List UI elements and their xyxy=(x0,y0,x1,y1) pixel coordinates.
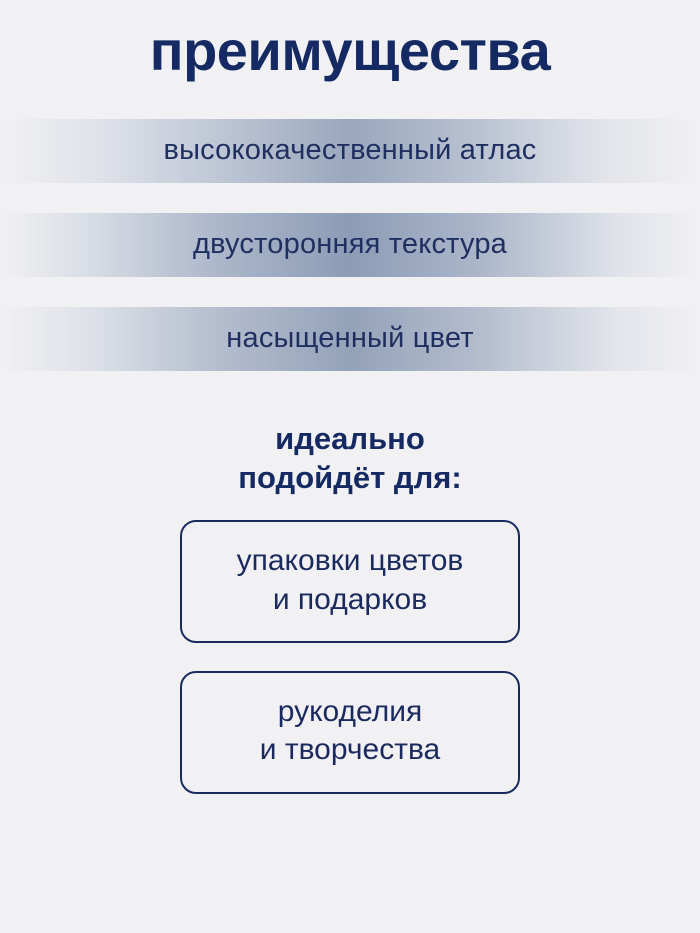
use-cases-heading-line-1: идеально xyxy=(275,420,425,456)
use-case-card-crafts-line-2: и творчества xyxy=(259,733,441,767)
use-cases-heading xyxy=(238,419,461,498)
feature-bar-2 xyxy=(0,213,700,277)
use-case-card-packaging-line-2: и подарков xyxy=(272,582,428,616)
feature-label-2: двусторонняя текстура xyxy=(192,228,508,261)
use-cases-heading-line-2: подойдёт для: xyxy=(238,460,462,496)
page-title: преимущества xyxy=(149,19,551,82)
feature-label-1: высококачественный атлас xyxy=(163,134,537,167)
features-list xyxy=(0,119,700,371)
use-cases-list xyxy=(180,520,520,794)
feature-bar-3 xyxy=(0,307,700,371)
use-case-card-crafts xyxy=(180,671,520,794)
use-case-card-packaging xyxy=(180,520,520,643)
feature-label-3: насыщенный цвет xyxy=(226,322,474,355)
use-case-card-crafts-line-1: рукоделия xyxy=(277,694,423,728)
feature-bar-1 xyxy=(0,119,700,183)
use-case-card-packaging-line-1: упаковки цветов xyxy=(236,544,464,578)
